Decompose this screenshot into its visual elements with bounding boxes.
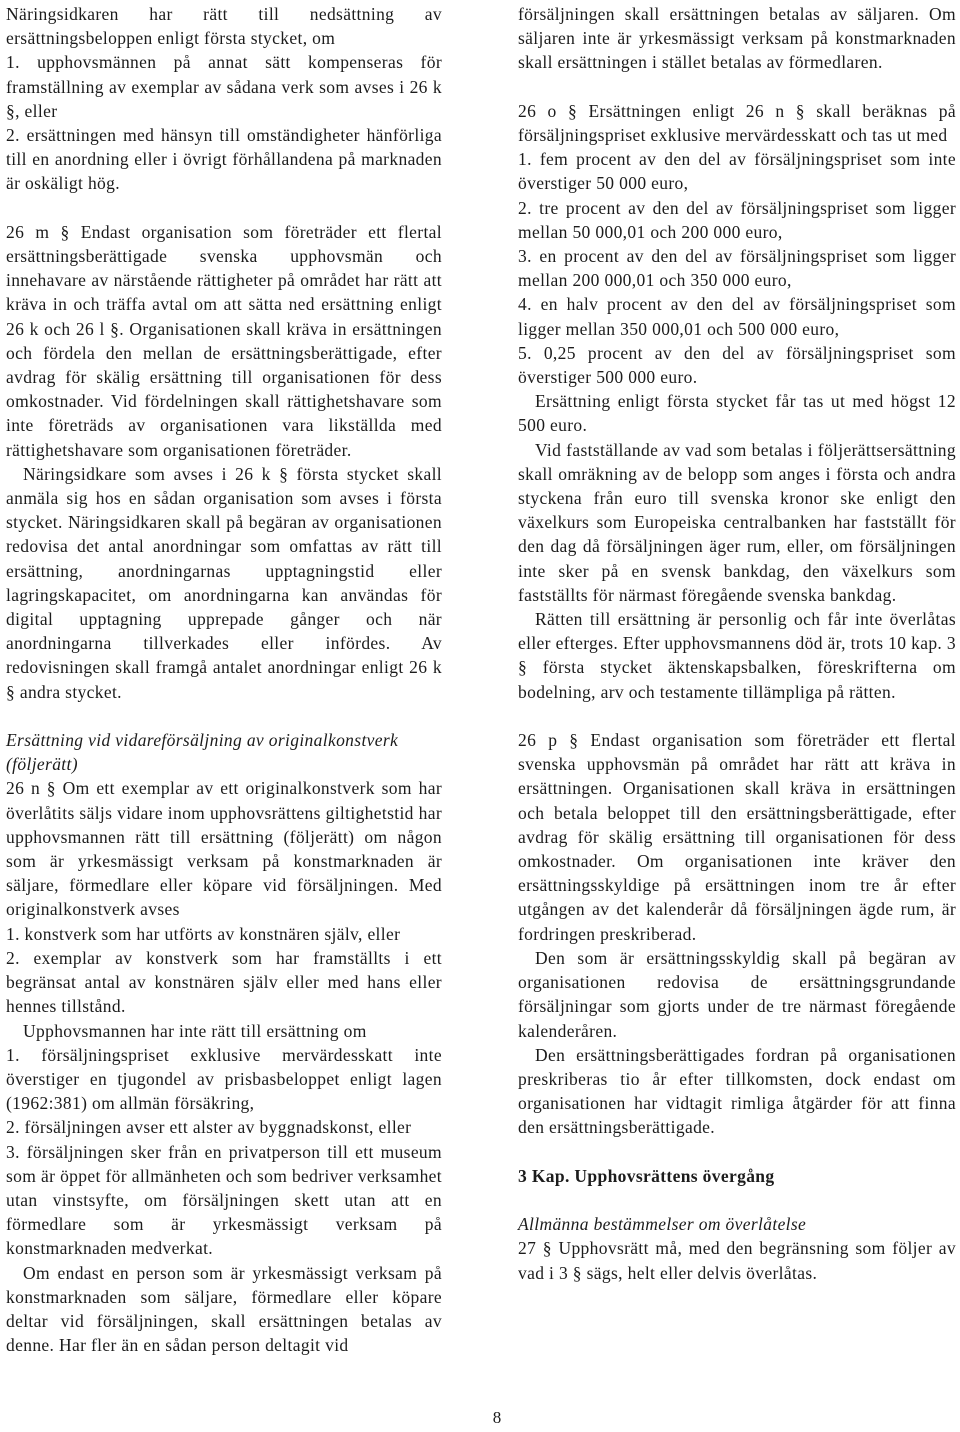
list-item: 1. fem procent av den del av försäljningspriset som inte överstiger 50 000 euro, xyxy=(518,149,956,194)
list-item: 1. konstverk som har utförts av konstnären själv, eller xyxy=(6,923,401,944)
list-item: 1. upphovsmännen på annat sätt kompenseras för framställning av exemplar av sådana verk som avses i 26 k §, eller xyxy=(6,52,442,121)
list-item: 2. tre procent av den del av försäljningspriset som ligger mellan 50 000,01 och 200 000 euro, xyxy=(518,197,956,242)
page-number: 8 xyxy=(492,1408,502,1427)
list-item: 3. försäljningen sker från en privatperson till ett museum som är öppet för allmänheten och som bedriver verksamhet utan vinstsyfte, om försäljningen skett utan att en förmedlare som är yrkesmässigt verksam på konstmarknaden medverkat. xyxy=(6,1141,442,1259)
limitation-paragraph: Den ersättningsberättigades fordran på organisationen preskriberas tio år efter tillkomsten, dock endast om organisationen har vidtagit rimliga åtgärder för att finna den ersättningsberättigade. xyxy=(518,1044,956,1138)
list-item: 4. en halv procent av den del av försäljningspriset som ligger mellan 350 000,01 och 500 000 euro, xyxy=(518,294,956,339)
list-item: 2. exemplar av konstverk som har framställts i ett begränsat antal av konstnären själv eller med hans eller hennes tillstånd. xyxy=(6,947,442,1017)
section-26m-paragraph: 26 m § Endast organisation som företräder ett flertal ersättningsberättigade svenska upphovsmän och innehavare av närstående rättigheter på området har rätt att kräva in och träffa avtal om att sätta ned ersättning enligt 26 k och 26 l §. Organisationen skall kräva in ersättningen och fördela den mellan de ersättningsberättigade, efter avdrag för skälig ersättning till organisationen för dess omkostnader. Vid fördelningen skall rättighetshavare som inte företräds av organisationen vara likställda med rättighetshavare som organisationen företräder. xyxy=(6,221,442,460)
section-subheading: Allmänna bestämmelser om överlåtelse xyxy=(518,1214,807,1235)
right-column xyxy=(518,2,956,1285)
reporting-duty-paragraph: Den som är ersättningsskyldig skall på begäran av organisationen redovisa de ersättningsgrundande försäljningar som gjorts under de tre närmast föregående kalenderåren. xyxy=(518,947,956,1041)
exceptions-intro: Upphovsmannen har inte rätt till ersättning om xyxy=(23,1020,367,1041)
section-heading-foljeratt: Ersättning vid vidareförsäljning av originalkonstverk (följerätt) xyxy=(6,730,399,775)
section-26o-paragraph: 26 o § Ersättningen enligt 26 n § skall beräknas på försäljningspriset exklusive mervärdesskatt och tas ut med xyxy=(518,100,956,145)
list-item: 1. försäljningspriset exklusive mervärdesskatt inte överstiger en tjugondel av prisbasbeloppet enligt lagen (1962:381) om allmän försäkring, xyxy=(6,1044,442,1114)
section-27-paragraph: 27 § Upphovsrätt må, med den begränsning som följer av vad i 3 § sägs, helt eller delvis överlåtas. xyxy=(518,1238,956,1283)
section-26n-paragraph: 26 n § Om ett exemplar av ett originalkonstverk som har överlåtits säljs vidare inom upphovsrättens giltighetstid har upphovsmannen rätt till ersättning (följerätt) om någon som är yrkesmässigt verksam på konstmarknaden är säljare, förmedlare eller köpare vid försäljningen. Med originalkonstverk avses xyxy=(6,778,442,920)
payer-rule-continuation: försäljningen skall ersättningen betalas av säljaren. Om säljaren inte är yrkesmässigt verksam på konstmarknaden skall ersättningen i stället betalas av förmedlaren. xyxy=(518,4,956,73)
list-item: 3. en procent av den del av försäljningspriset som ligger mellan 200 000,01 och 350 000 euro, xyxy=(518,246,956,291)
personal-right-paragraph: Rätten till ersättning är personlig och får inte överlåtas eller efterges. Efter upphovsmannens död är, trots 10 kap. 3 § första stycket äktenskapsbalken, föreskrifterna om bodelning, arv och testamente tillämpliga på rätten. xyxy=(518,609,956,702)
section-26p-paragraph: 26 p § Endast organisation som företräder ett flertal svenska upphovsmän på området har rätt att kräva in ersättningen. Organisationen skall kräva in ersättningen och betala beloppet till den ersättningsberättigade, efter avdrag för skälig ersättning till organisationen för dess omkostnader. Om organisationen inte kräver den ersättningsskyldige på ersättningen inom tre år efter utgången av det kalenderår då försäljningen ägde rum, är fordringen preskriberad. xyxy=(518,730,956,944)
chapter-heading: 3 Kap. Upphovsrättens övergång xyxy=(518,1165,775,1186)
list-item: 2. ersättningen med hänsyn till omständigheter hänförliga till en anordning eller i övrigt förhållandena på marknaden är oskäligt hög. xyxy=(6,125,442,194)
intro-paragraph: Näringsidkaren har rätt till nedsättning av ersättningsbeloppen enligt första stycket, om xyxy=(6,4,442,49)
payer-rule-paragraph: Om endast en person som är yrkesmässigt verksam på konstmarknaden som säljare, förmedlare eller köpare deltar vid försäljningen, skall ersättningen betalas av denne. Har fler än en sådan person deltagit vid xyxy=(6,1262,442,1356)
list-item: 5. 0,25 procent av den del av försäljningspriset som överstiger 500 000 euro. xyxy=(518,342,956,388)
exchange-rate-paragraph: Vid fastställande av vad som betalas i följerättsersättning skall omräkning av de belopp som anges i första och andra styckena från euro till svenska kronor ske enligt den växelkurs som Europeiska centralbanken har fastställt för den dag då försäljningen äger rum, eller, om försäljningen inte sker på en svensk bankdag, den växelkurs som fastställts för närmast föregående svenska bankdag. xyxy=(518,439,956,605)
section-26m-continuation: Näringsidkare som avses i 26 k § första stycket skall anmäla sig hos en sådan organisation som avses i första stycket. Näringsidkaren skall på begäran av organisationen redovisa det antal anordningar som omfattas av rätt till ersättning, anordningarnas upptagningstid eller lagringskapacitet, om anordningarna kan användas för digital upptagning upprepade gånger och när anordningarna tillverkades eller infördes. Av redovisningen skall framgå antalet anordningar enligt 26 k § andra stycket. xyxy=(6,463,442,702)
max-amount-paragraph: Ersättning enligt första stycket får tas ut med högst 12 500 euro. xyxy=(518,391,956,436)
left-column xyxy=(6,2,442,1357)
list-item: 2. försäljningen avser ett alster av byggnadskonst, eller xyxy=(6,1117,412,1138)
